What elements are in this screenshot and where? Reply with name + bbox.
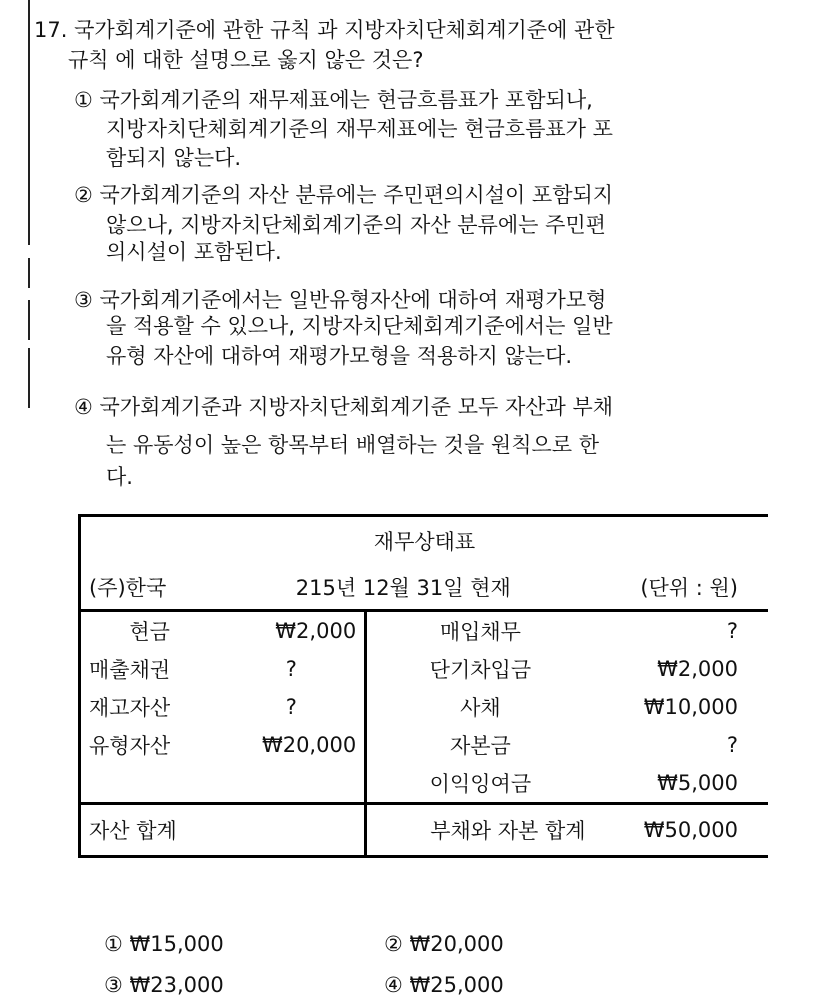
question-stem: 규칙 에 대한 설명으로 옳지 않은 것은?: [68, 48, 424, 72]
option-3-text: 유형 자산에 대하여 재평가모형을 적용하지 않는다.: [106, 344, 573, 368]
option-1-text: 지방자치단체회계기준의 재무제표에는 현금흐름표가 포: [106, 117, 613, 141]
option-1[interactable]: ① 국가회계기준의 재무제표에는 현금흐름표가 포함되나,: [74, 88, 593, 112]
option-4-text: 는 유동성이 높은 항목부터 배열하는 것을 원칙으로 한: [106, 433, 600, 457]
option-3[interactable]: ③ 국가회계기준에서는 일반유형자산에 대하여 재평가모형: [74, 288, 607, 312]
option-4-text: 다.: [106, 465, 133, 489]
option-2-text: 않으나, 지방자치단체회계기준의 자산 분류에는 주민편: [106, 213, 606, 237]
table-row: 이익잉여금 ₩5,000: [80, 764, 769, 804]
answer-choice-2[interactable]: ② ₩20,000: [384, 932, 504, 956]
answer-choice-3[interactable]: ③ ₩23,000: [104, 973, 224, 997]
table-row: 재고자산 ? 사채 ₩10,000: [80, 688, 769, 726]
margin-line: [28, 258, 30, 288]
margin-line: [28, 0, 30, 245]
balance-sheet-table: [78, 514, 768, 858]
option-3-text: 을 적용할 수 있으나, 지방자치단체회계기준에서는 일반: [106, 314, 613, 338]
table-title: 재무상태표: [80, 516, 769, 566]
margin-line: [28, 300, 30, 340]
answer-choice-4[interactable]: ④ ₩25,000: [384, 973, 504, 997]
option-2[interactable]: ② 국가회계기준의 자산 분류에는 주민편의시설이 포함되지: [74, 183, 614, 207]
table-row: 매출채권 ? 단기차입금 ₩2,000: [80, 650, 769, 688]
table-total-row: 자산 합계 부채와 자본 합계 ₩50,000: [80, 804, 769, 857]
option-2-text: 의시설이 포함된다.: [106, 240, 282, 264]
answer-choice-1[interactable]: ① ₩15,000: [104, 932, 224, 956]
table-header: (주)한국 215년 12월 31일 현재 (단위 : 원): [80, 565, 769, 611]
option-1-text: 함되지 않는다.: [106, 146, 242, 170]
table-row: 현금 ₩2,000 매입채무 ?: [80, 611, 769, 651]
option-4[interactable]: ④ 국가회계기준과 지방자치단체회계기준 모두 자산과 부채: [74, 395, 614, 419]
margin-line: [28, 348, 30, 408]
table-row: 유형자산 ₩20,000 자본금 ?: [80, 726, 769, 764]
question-stem: 17. 국가회계기준에 관한 규칙 과 지방자치단체회계기준에 관한: [34, 18, 615, 42]
